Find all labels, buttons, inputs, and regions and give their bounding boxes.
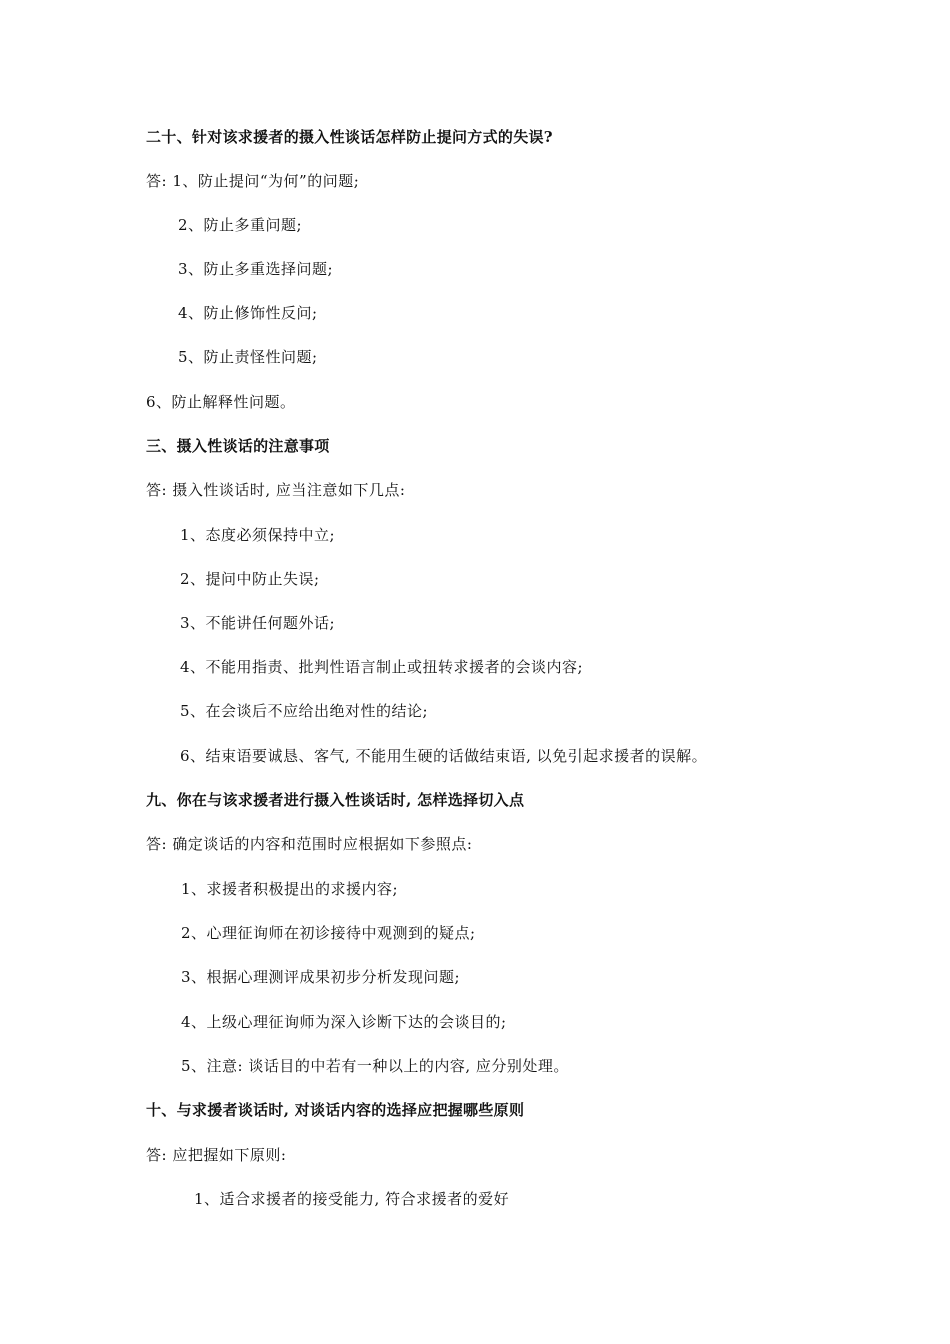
section-3-answer-intro: 答: 摄入性谈话时, 应当注意如下几点: (146, 481, 406, 499)
section-3-item: 1、态度必须保持中立; (180, 526, 336, 544)
section-9-item: 1、求援者积极提出的求援内容; (181, 880, 399, 898)
section-20-item: 4、防止修饰性反问; (178, 304, 318, 322)
section-9-item: 3、根据心理测评成果初步分析发现问题; (181, 968, 461, 986)
section-20-title: 二十、针对该求援者的摄入性谈话怎样防止提问方式的失误? (146, 128, 553, 146)
section-10-item: 1、适合求援者的接受能力, 符合求援者的爱好 (194, 1190, 510, 1208)
section-3-item: 6、结束语要诚恳、客气, 不能用生硬的话做结束语, 以免引起求援者的误解。 (180, 747, 708, 765)
section-9-item: 4、上级心理征询师为深入诊断下达的会谈目的; (181, 1013, 507, 1031)
section-20-item: 2、防止多重问题; (178, 216, 303, 234)
section-20-item: 5、防止责怪性问题; (178, 348, 318, 366)
section-9-item: 2、心理征询师在初诊接待中观测到的疑点; (181, 924, 476, 942)
section-3-item: 2、提问中防止失误; (180, 570, 320, 588)
section-9-item: 5、注意: 谈话目的中若有一种以上的内容, 应分别处理。 (181, 1057, 569, 1075)
section-20-item: 3、防止多重选择问题; (178, 260, 334, 278)
section-9-title: 九、你在与该求援者进行摄入性谈话时, 怎样选择切入点 (146, 791, 525, 809)
section-3-item: 4、不能用指责、批判性语言制止或扭转求援者的会谈内容; (180, 658, 584, 676)
section-3-title: 三、摄入性谈话的注意事项 (146, 437, 330, 455)
section-20-answer-intro: 答: 1、防止提问“为何”的问题; (146, 172, 360, 190)
section-3-item: 5、在会谈后不应给出绝对性的结论; (180, 702, 429, 720)
section-10-answer-intro: 答: 应把握如下原则: (146, 1146, 287, 1164)
section-3-item: 3、不能讲任何题外话; (180, 614, 336, 632)
section-10-title: 十、与求援者谈话时, 对谈话内容的选择应把握哪些原则 (146, 1101, 525, 1119)
section-20-item: 6、防止解释性问题。 (146, 393, 296, 411)
section-9-answer-intro: 答: 确定谈话的内容和范围时应根据如下参照点: (146, 835, 473, 853)
